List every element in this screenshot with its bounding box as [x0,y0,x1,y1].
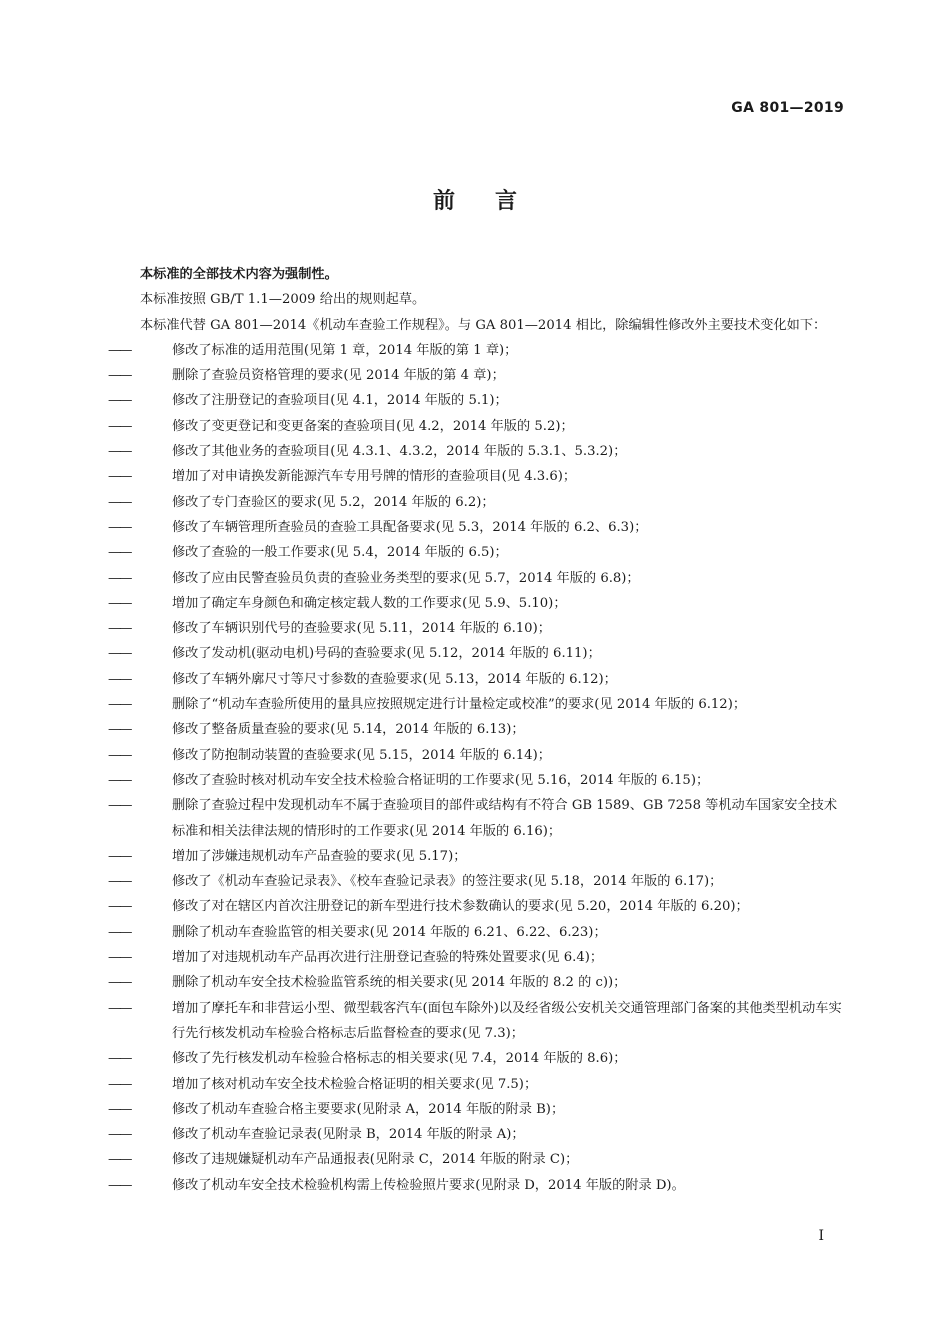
dash-marker: —— [108,595,131,611]
dash-marker: —— [108,1177,131,1193]
change-item [108,1097,843,1122]
dash-marker: —— [108,1000,131,1016]
change-text: 删除了查验员资格管理的要求(见 2014 年版的第 4 章)； [172,368,505,384]
dash-marker: —— [108,697,131,713]
change-text: 修改了注册登记的查验项目(见 4.1，2014 年版的 5.1)； [172,393,508,409]
dash-marker: —— [108,545,131,561]
change-text: 修改了车辆外廓尺寸等尺寸参数的查验要求(见 5.13，2014 年版的 6.12)； [172,671,617,687]
change-text: 修改了机动车查验记录表(见附录 B，2014 年版的附录 A)； [172,1127,525,1143]
change-item [108,591,843,616]
change-item [108,768,843,793]
drafting-rule-paragraph: 本标准按照 GB/T 1.1—2009 给出的规则起草。 [140,292,426,308]
dash-marker: —— [108,342,131,358]
change-item [108,996,843,1047]
change-text: 修改了违规嫌疑机动车产品通报表(见附录 C，2014 年版的附录 C)； [172,1152,579,1168]
dash-marker: —— [108,621,131,637]
change-text: 修改了发动机(驱动电机)号码的查验要求(见 5.12，2014 年版的 6.11)； [172,646,601,662]
change-text: 修改了车辆识别代号的查验要求(见 5.11，2014 年版的 6.10)； [172,621,551,637]
change-text: 修改了机动车查验合格主要要求(见附录 A，2014 年版的附录 B)； [172,1101,565,1117]
change-item [108,793,843,844]
change-item [108,338,843,363]
change-item [108,540,843,565]
dash-marker: —— [108,924,131,940]
change-text: 修改了整备质量查验的要求(见 5.14，2014 年版的 6.13)； [172,722,525,738]
change-item [108,363,843,388]
change-item [108,717,843,742]
change-item [108,1122,843,1147]
dash-marker: —— [108,418,131,434]
change-text: 修改了标准的适用范围(见第 1 章，2014 年版的第 1 章)； [172,342,518,358]
change-text: 修改了专门查验区的要求(见 5.2，2014 年版的 6.2)； [172,494,495,510]
dash-marker: —— [108,646,131,662]
dash-marker: —— [108,899,131,915]
mandatory-statement: 本标准的全部技术内容为强制性。 [140,267,338,282]
dash-marker: —— [108,1076,131,1092]
change-item [108,1173,843,1198]
change-item [108,667,843,692]
change-text: 修改了先行核发机动车检验合格标志的相关要求(见 7.4，2014 年版的 8.6)； [172,1051,627,1067]
change-item [108,616,843,641]
change-item [108,869,843,894]
dash-marker: —— [108,950,131,966]
page-number: I [818,1228,824,1244]
change-item [108,692,843,717]
change-item [108,490,843,515]
dash-marker: —— [108,722,131,738]
standard-code: GA 801—2019 [731,100,844,116]
change-text: 增加了核对机动车安全技术检验合格证明的相关要求(见 7.5)； [172,1076,538,1092]
dash-marker: —— [108,444,131,460]
change-item [108,439,843,464]
change-item [108,1072,843,1097]
change-item [108,566,843,591]
change-text: 删除了机动车安全技术检验监管系统的相关要求(见 2014 年版的 8.2 的 c))； [172,975,627,991]
change-item [108,894,843,919]
dash-marker: —— [108,1152,131,1168]
replacement-paragraph: 本标准代替 GA 801—2014《机动车查验工作规程》。与 GA 801—2014 相比，除编辑性修改外主要技术变化如下： [140,317,827,333]
dash-marker: —— [108,874,131,890]
dash-marker: —— [108,975,131,991]
dash-marker: —— [108,798,131,814]
dash-marker: —— [108,519,131,535]
dash-marker: —— [108,570,131,586]
change-list [108,338,843,1198]
change-text: 修改了机动车安全技术检验机构需上传检验照片要求(见附录 D，2014 年版的附录 D)。 [172,1177,685,1193]
page-title: 前言 [432,189,557,214]
change-text: 增加了对申请换发新能源汽车专用号牌的情形的查验项目(见 4.3.6)； [172,469,577,485]
change-text: 增加了确定车身颜色和确定核定载人数的工作要求(见 5.9、5.10)； [172,595,567,611]
change-text: 修改了查验时核对机动车安全技术检验合格证明的工作要求(见 5.16，2014 年版的 6.15)； [172,772,710,788]
change-item [108,920,843,945]
change-text: 增加了对违规机动车产品再次进行注册登记查验的特殊处置要求(见 6.4)； [172,950,604,966]
dash-marker: —— [108,848,131,864]
change-item [108,945,843,970]
change-item [108,844,843,869]
change-text: 增加了涉嫌违规机动车产品查验的要求(见 5.17)； [172,848,467,864]
dash-marker: —— [108,772,131,788]
change-item [108,414,843,439]
dash-marker: —— [108,1127,131,1143]
change-item [108,464,843,489]
dash-marker: —— [108,671,131,687]
change-item [108,1147,843,1172]
dash-marker: —— [108,469,131,485]
foreword-body [108,262,843,1198]
dash-marker: —— [108,494,131,510]
change-item [108,970,843,995]
change-text: 修改了对在辖区内首次注册登记的新车型进行技术参数确认的要求(见 5.20，2014 年版的 6.20)； [172,899,749,915]
change-text: 修改了防抱制动装置的查验要求(见 5.15，2014 年版的 6.14)； [172,747,551,763]
change-text: 修改了《机动车查验记录表》、《校车查验记录表》的签注要求(见 5.18，2014 年版的 6.17)； [172,874,723,890]
dash-marker: —— [108,747,131,763]
change-item [108,1046,843,1071]
change-text: 增加了摩托车和非营运小型、微型载客汽车(面包车除外)以及经省级公安机关交通管理部门备案的其他类型机动车实行先行核发机动车检验合格标志后监督检查的要求(见 7.3)； [172,1000,842,1041]
dash-marker: —— [108,1051,131,1067]
change-text: 修改了车辆管理所查验员的查验工具配备要求(见 5.3，2014 年版的 6.2、6.3)； [172,519,648,535]
change-item [108,641,843,666]
change-item [108,743,843,768]
change-text: 删除了查验过程中发现机动车不属于查验项目的部件或结构有不符合 GB 1589、GB 7258 等机动车国家安全技术标准和相关法律法规的情形时的工作要求(见 2014 年版的 6.16)； [172,798,838,839]
dash-marker: —— [108,368,131,384]
change-text: 修改了变更登记和变更备案的查验项目(见 4.2，2014 年版的 5.2)； [172,418,574,434]
dash-marker: —— [108,393,131,409]
change-text: 修改了查验的一般工作要求(见 5.4，2014 年版的 6.5)； [172,545,508,561]
change-text: 修改了其他业务的查验项目(见 4.3.1、4.3.2，2014 年版的 5.3.1、5.3.2)； [172,444,627,460]
change-text: 删除了“机动车查验所使用的量具应按照规定进行计量检定或校准”的要求(见 2014 年版的 6.12)； [172,697,747,713]
change-text: 删除了机动车查验监管的相关要求(见 2014 年版的 6.21、6.22、6.23)； [172,924,607,940]
change-text: 修改了应由民警查验员负责的查验业务类型的要求(见 5.7，2014 年版的 6.8)； [172,570,640,586]
change-item [108,388,843,413]
dash-marker: —— [108,1101,131,1117]
change-item [108,515,843,540]
